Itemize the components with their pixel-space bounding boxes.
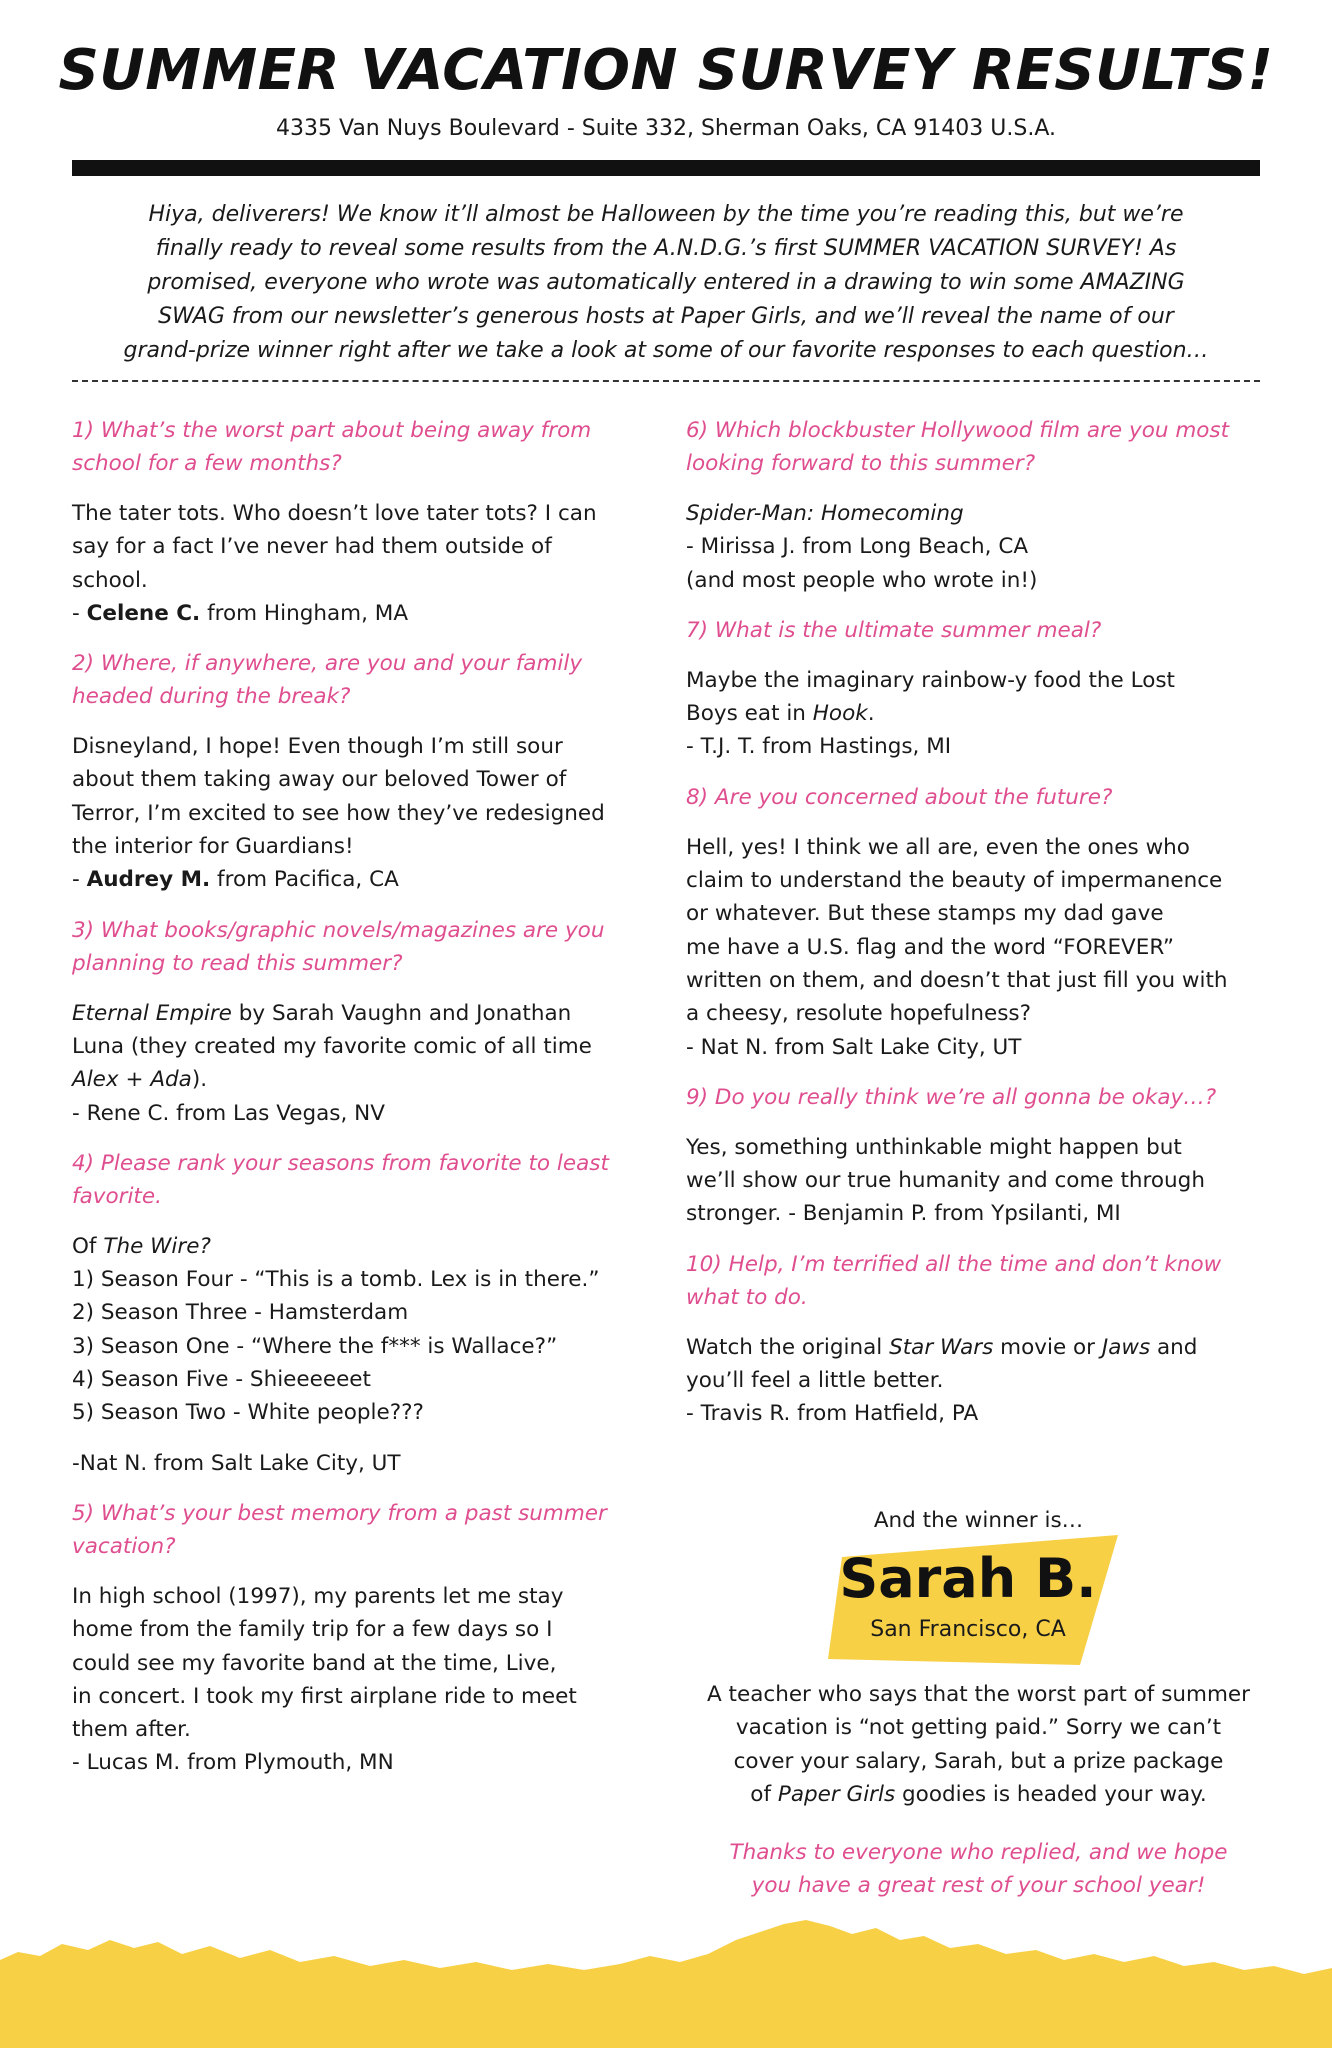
answer-5 [72,1580,652,1780]
question-line: 9) Do you really think we’re all gonna be okay…? [686,1084,1217,1110]
rank-item: 2) Season Three - Hamsterdam [72,1300,409,1326]
intro-line: SWAG from our newsletter’s generous hosts at Paper Girls, and we’ll reveal the name of our [158,304,1174,329]
question-line: school for a few months? [72,451,342,476]
winner-text-line: vacation is “not getting paid.” Sorry we can’t [735,1715,1222,1741]
question-5 [72,1497,652,1563]
respondent-line: - Travis R. from Hatfield, PA [686,1401,979,1427]
answer-line: a cheesy, resolute hopefulness? [686,1001,1032,1027]
answer-4 [72,1230,652,1430]
thanks-line: Thanks to everyone who replied, and we hope [729,1840,1228,1865]
intro-line: finally ready to reveal some results from the A.N.D.G.’s first SUMMER VACATION SURVEY! As [155,236,1177,261]
answer-line: me have a U.S. flag and the word “FOREVER” [686,934,1175,960]
respondent-line: - T.J. T. from Hastings, MI [686,734,952,760]
winner-text-line: A teacher who says that the worst part of summer [707,1682,1250,1707]
question-line: 5) What’s your best memory from a past summer [72,1500,607,1526]
question-line: favorite. [72,1183,162,1209]
respondent-line: - Mirissa J. from Long Beach, CA [686,534,1029,560]
respondent-name: Celene C. [86,600,201,626]
intro-line: grand-prize winner right after we take a look at some of our favorite responses to each question… [123,338,1209,363]
answer-text: and [1150,1334,1198,1360]
answer-7 [686,664,1271,764]
answer-line: you’ll feel a little better. [686,1368,944,1394]
intro-paragraph [105,198,1227,368]
question-line: 3) What books/graphic novels/magazines are you [72,917,605,943]
respondent-line: - Rene C. from Las Vegas, NV [72,1100,385,1126]
question-1 [72,414,652,480]
question-2 [72,647,652,713]
question-line: 1) What’s the worst part about being away from [72,418,592,443]
winner-badge [828,1535,1123,1665]
film-title: Star Wars [889,1334,994,1360]
question-4 [72,1147,652,1213]
answer-text: Of [72,1233,104,1259]
respondent-line: -Nat N. from Salt Lake City, UT [72,1450,401,1476]
question-line: what to do. [686,1284,808,1310]
answer-line: or whatever. But these stamps my dad gave [686,901,1164,927]
question-3 [72,914,652,980]
dashed-divider [72,380,1260,382]
respondent-line: - Audrey M. from Pacifica, CA [72,867,399,893]
question-line: 4) Please rank your seasons from favorite to least [72,1150,609,1176]
question-line: 7) What is the ultimate summer meal? [686,617,1102,643]
answer-line: (and most people who wrote in!) [686,567,1038,593]
answer-line: Disneyland, I hope! Even though I’m still sour [72,734,563,760]
answer-text: . [867,701,875,727]
question-line: 8) Are you concerned about the future? [686,784,1113,810]
question-6 [686,414,1271,480]
respondent-location: from Hingham, MA [200,600,409,626]
answer-text: movie or [993,1334,1102,1360]
right-column [686,414,1271,1448]
winner-text: goodies is headed your way. [895,1781,1207,1807]
thanks-line: you have a great rest of your school year! [751,1873,1206,1899]
answer-6 [686,497,1271,597]
answer-line: In high school (1997), my parents let me stay [72,1583,564,1609]
answer-text: Boys eat in [686,701,813,727]
answer-line: school. [72,567,148,593]
answer-line [72,1230,652,1263]
question-10 [686,1248,1271,1314]
answer-line [72,997,652,1030]
respondent-line: - Celene C. from Hingham, MA [72,600,409,626]
answer-line: written on them, and doesn’t that just fill you with [686,967,1228,993]
book-title: Eternal Empire [72,1000,232,1026]
title-rule [72,160,1260,176]
film-title: Hook [812,701,868,727]
answer-line: Yes, something unthinkable might happen but [686,1134,1182,1160]
answer-line: could see my favorite band at the time, Live, [72,1650,557,1676]
torn-paper-footer [0,1870,1332,2048]
winner-city: San Francisco, CA [870,1617,1066,1642]
answer-9 [686,1131,1271,1231]
answer-4-signoff [72,1447,652,1480]
answer-3 [72,997,652,1130]
answer-line: The tater tots. Who doesn’t love tater tots? I can [72,501,597,526]
question-7 [686,614,1271,647]
respondent-line: - Nat N. from Salt Lake City, UT [686,1034,1022,1060]
question-line: 6) Which blockbuster Hollywood film are you most [686,418,1230,443]
answer-line: say for a fact I’ve never had them outside of [72,534,552,560]
address: 4335 Van Nuys Boulevard - Suite 332, Sherman Oaks, CA 91403 U.S.A. [276,116,1056,141]
answer-line: stronger. - Benjamin P. from Ypsilanti, MI [686,1201,1121,1227]
answer-line: Luna (they created my favorite comic of all time [72,1033,592,1059]
answer-line: home from the family trip for a few days so I [72,1617,553,1643]
winner-name: Sarah B. [839,1547,1097,1610]
film-title [686,497,1271,530]
answer-text: by Sarah Vaughn and Jonathan [231,1000,572,1026]
question-9 [686,1081,1271,1114]
film-title: Jaws [1101,1334,1151,1360]
answer-line: we’ll show our true humanity and come through [686,1168,1205,1194]
rank-item: 1) Season Four - “This is a tomb. Lex is in there.” [72,1267,600,1293]
answer-line: Terror, I’m excited to see how they’ve redesigned [72,800,605,826]
show-title: The Wire? [103,1233,211,1259]
answer-line: claim to understand the beauty of impermanence [686,868,1223,894]
winner-text-line: cover your salary, Sarah, but a prize package [733,1748,1224,1774]
question-line: planning to read this summer? [72,950,403,976]
answer-2 [72,730,652,896]
answer-line: the interior for Guardians! [72,834,354,860]
answer-line [686,697,1271,730]
respondent-name: Audrey M. [86,867,211,893]
answer-8 [686,831,1271,1064]
winner-text: of [750,1781,778,1807]
answer-line: in concert. I took my first airplane ride to meet [72,1683,577,1709]
question-line: looking forward to this summer? [686,451,1036,476]
film-title-text: Spider-Man: Homecoming [686,501,964,526]
answer-line: Hell, yes! I think we all are, even the ones who [686,834,1190,860]
rank-item: 3) Season One - “Where the f*** is Wallace?” [72,1333,558,1359]
answer-1 [72,497,652,630]
winner-intro: And the winner is… [873,1508,1084,1533]
question-line: 10) Help, I’m terrified all the time and don’t know [686,1251,1222,1277]
intro-line: promised, everyone who wrote was automatically entered in a drawing to win some AMAZING [147,270,1185,295]
answer-text: ). [191,1067,208,1093]
rank-item: 4) Season Five - Shieeeeeet [72,1367,371,1393]
respondent-location: from Pacifica, CA [210,867,399,893]
question-line: headed during the break? [72,684,351,710]
left-column [72,414,652,1797]
answer-line: them after. [72,1717,191,1743]
comic-title: Paper Girls [777,1781,896,1807]
question-8 [686,781,1271,814]
answer-line [72,1063,652,1096]
winner-text-line [686,1778,1271,1811]
page-title: SUMMER VACATION SURVEY RESULTS! [58,38,1274,103]
answer-10 [686,1331,1271,1431]
question-line: 2) Where, if anywhere, are you and your family [72,651,583,677]
winner-description [686,1678,1271,1811]
book-title: Alex + Ada [72,1067,192,1093]
rank-item: 5) Season Two - White people??? [72,1400,424,1426]
respondent-line: - Lucas M. from Plymouth, MN [72,1750,394,1776]
answer-line [686,1331,1271,1364]
answer-text: Watch the original [686,1334,890,1360]
answer-line: Maybe the imaginary rainbow-y food the Lost [686,667,1175,693]
question-line: vacation? [72,1533,176,1559]
answer-line: about them taking away our beloved Tower of [72,767,567,793]
intro-line: Hiya, deliverers! We know it’ll almost be Halloween by the time you’re reading this, but we’re [148,202,1184,227]
